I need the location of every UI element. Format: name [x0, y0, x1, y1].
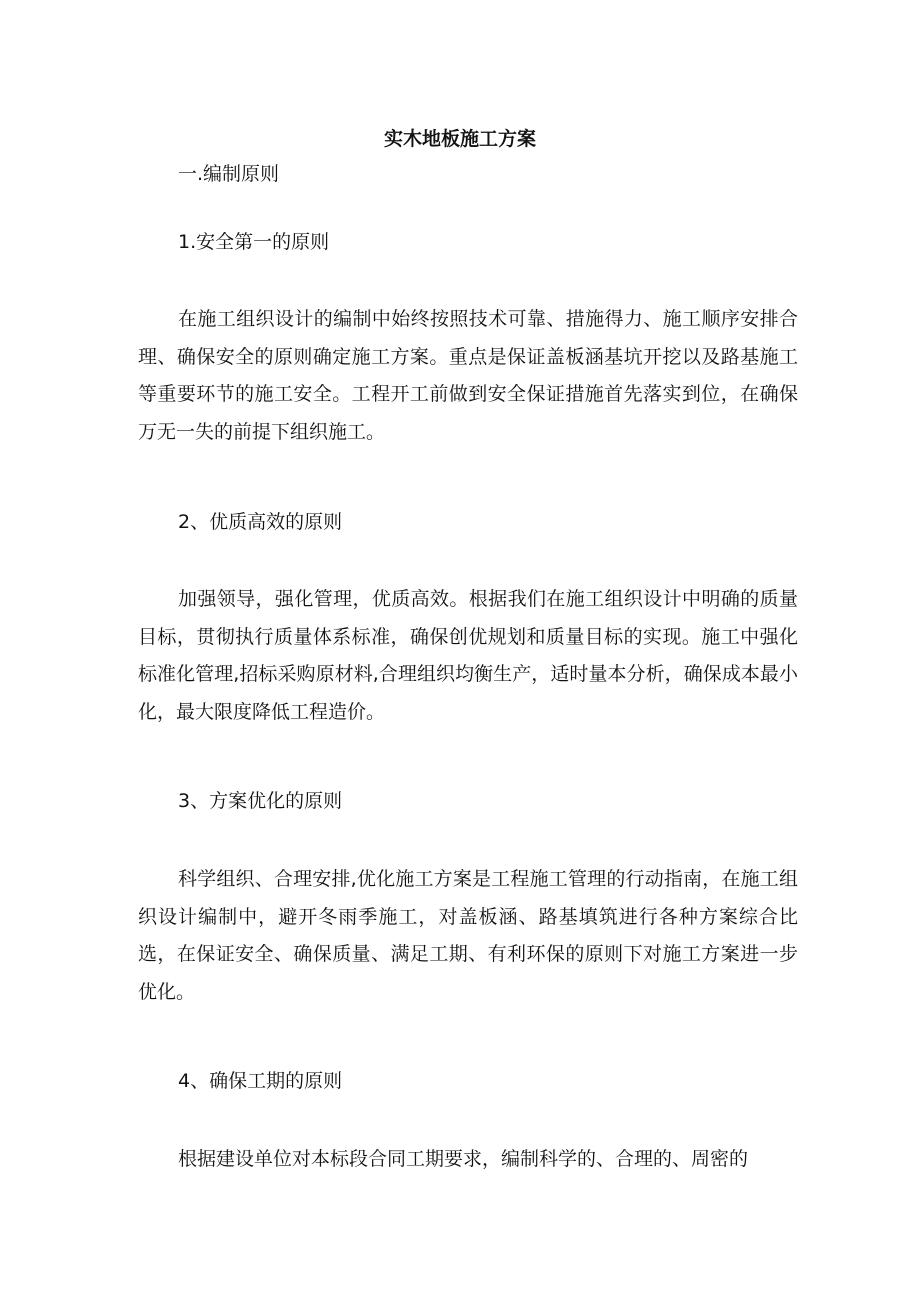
item-paragraph-2: 加强领导，强化管理，优质高效。根据我们在施工组织设计中明确的质量目标，贯彻执行质量体系标准，确保创优规划和质量目标的实现。施工中强化标准化管理,招标采购原材料,合理组织均衡生产，适时量本分析，确保成本最小化，最大限度降低工程造价。: [138, 588, 798, 723]
item-heading-1: 1.安全第一的原则: [178, 231, 330, 253]
document-title: 实木地板施工方案: [383, 128, 536, 150]
item-heading-2: 2、优质高效的原则: [178, 511, 343, 533]
item-heading-3: 3、方案优化的原则: [178, 790, 343, 812]
item-paragraph-1: 在施工组织设计的编制中始终按照技术可靠、措施得力、施工顺序安排合理、确保安全的原则确定施工方案。重点是保证盖板涵基坑开挖以及路基施工等重要环节的施工安全。工程开工前做到安全保证措施首先落实到位，在确保万无一失的前提下组织施工。: [138, 308, 798, 443]
item-heading-4: 4、确保工期的原则: [178, 1070, 343, 1092]
item-paragraph-4: 根据建设单位对本标段合同工期要求，编制科学的、合理的、周密的: [178, 1148, 749, 1170]
section-heading: 一.编制原则: [178, 163, 280, 185]
item-paragraph-3: 科学组织、合理安排,优化施工方案是工程施工管理的行动指南，在施工组织设计编制中，避开冬雨季施工，对盖板涵、路基填筑进行各种方案综合比选，在保证安全、确保质量、满足工期、有利环保的原则下对施工方案进一步优化。: [138, 868, 798, 1003]
